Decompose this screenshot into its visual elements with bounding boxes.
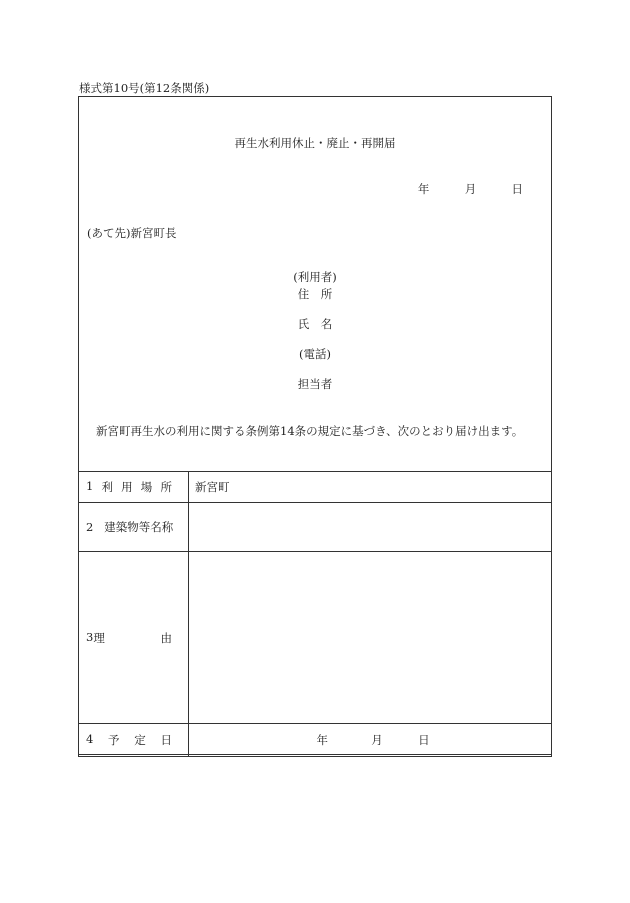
year-label: 年 [417, 182, 430, 196]
applicant-address-label: 住 所 [297, 287, 333, 301]
day-label: 日 [511, 182, 523, 196]
table-row [79, 552, 552, 724]
label-char: 由 [160, 630, 172, 645]
notification-statement: 新宮町再生水の利用に関する条例第14条の規定に基づき、次のとおり届け出ます。 [96, 424, 524, 438]
location-value[interactable]: 新宮町 [189, 472, 552, 503]
year-label: 年 [316, 733, 328, 747]
building-name-value[interactable] [189, 503, 552, 552]
month-label: 月 [464, 182, 477, 196]
row-number: 4 [86, 732, 94, 746]
label-char: 定 [134, 733, 146, 747]
form-number-caption: 様式第10号(第12条関係) [79, 81, 210, 95]
table-row [79, 472, 552, 503]
row-label-reason [79, 552, 189, 724]
applicant-name-label: 氏 名 [297, 317, 333, 331]
building-name-label: 建築物等名称 [104, 520, 174, 534]
table-row [79, 724, 552, 757]
applicant-heading: (利用者) [293, 270, 337, 284]
table-row [79, 503, 552, 552]
row-label-location [79, 472, 189, 503]
applicant-contact-label: 担当者 [297, 377, 333, 391]
submission-date [418, 181, 523, 197]
reason-value[interactable] [189, 552, 552, 724]
label-char: 所 [160, 480, 172, 494]
month-label: 月 [371, 733, 383, 747]
label-char: 場 [140, 480, 153, 494]
row-number: 2 [86, 520, 94, 534]
form-title: 再生水利用休止・廃止・再開届 [234, 136, 396, 150]
form-frame [78, 96, 552, 755]
details-table [78, 471, 552, 757]
applicant-phone-label: (電話) [299, 347, 331, 361]
label-char: 用 [121, 480, 133, 494]
row-label-scheduled-date [79, 724, 189, 757]
row-label-building [79, 503, 189, 552]
day-label: 日 [418, 733, 430, 747]
addressee: (あて先)新宮町長 [87, 226, 177, 240]
label-char: 理 [93, 630, 105, 645]
row-number: 3 [86, 629, 94, 644]
label-char: 日 [160, 733, 172, 747]
row-number: 1 [86, 479, 94, 493]
label-char: 利 [101, 480, 113, 494]
scheduled-date-value[interactable] [189, 724, 552, 757]
label-char: 予 [108, 733, 120, 747]
